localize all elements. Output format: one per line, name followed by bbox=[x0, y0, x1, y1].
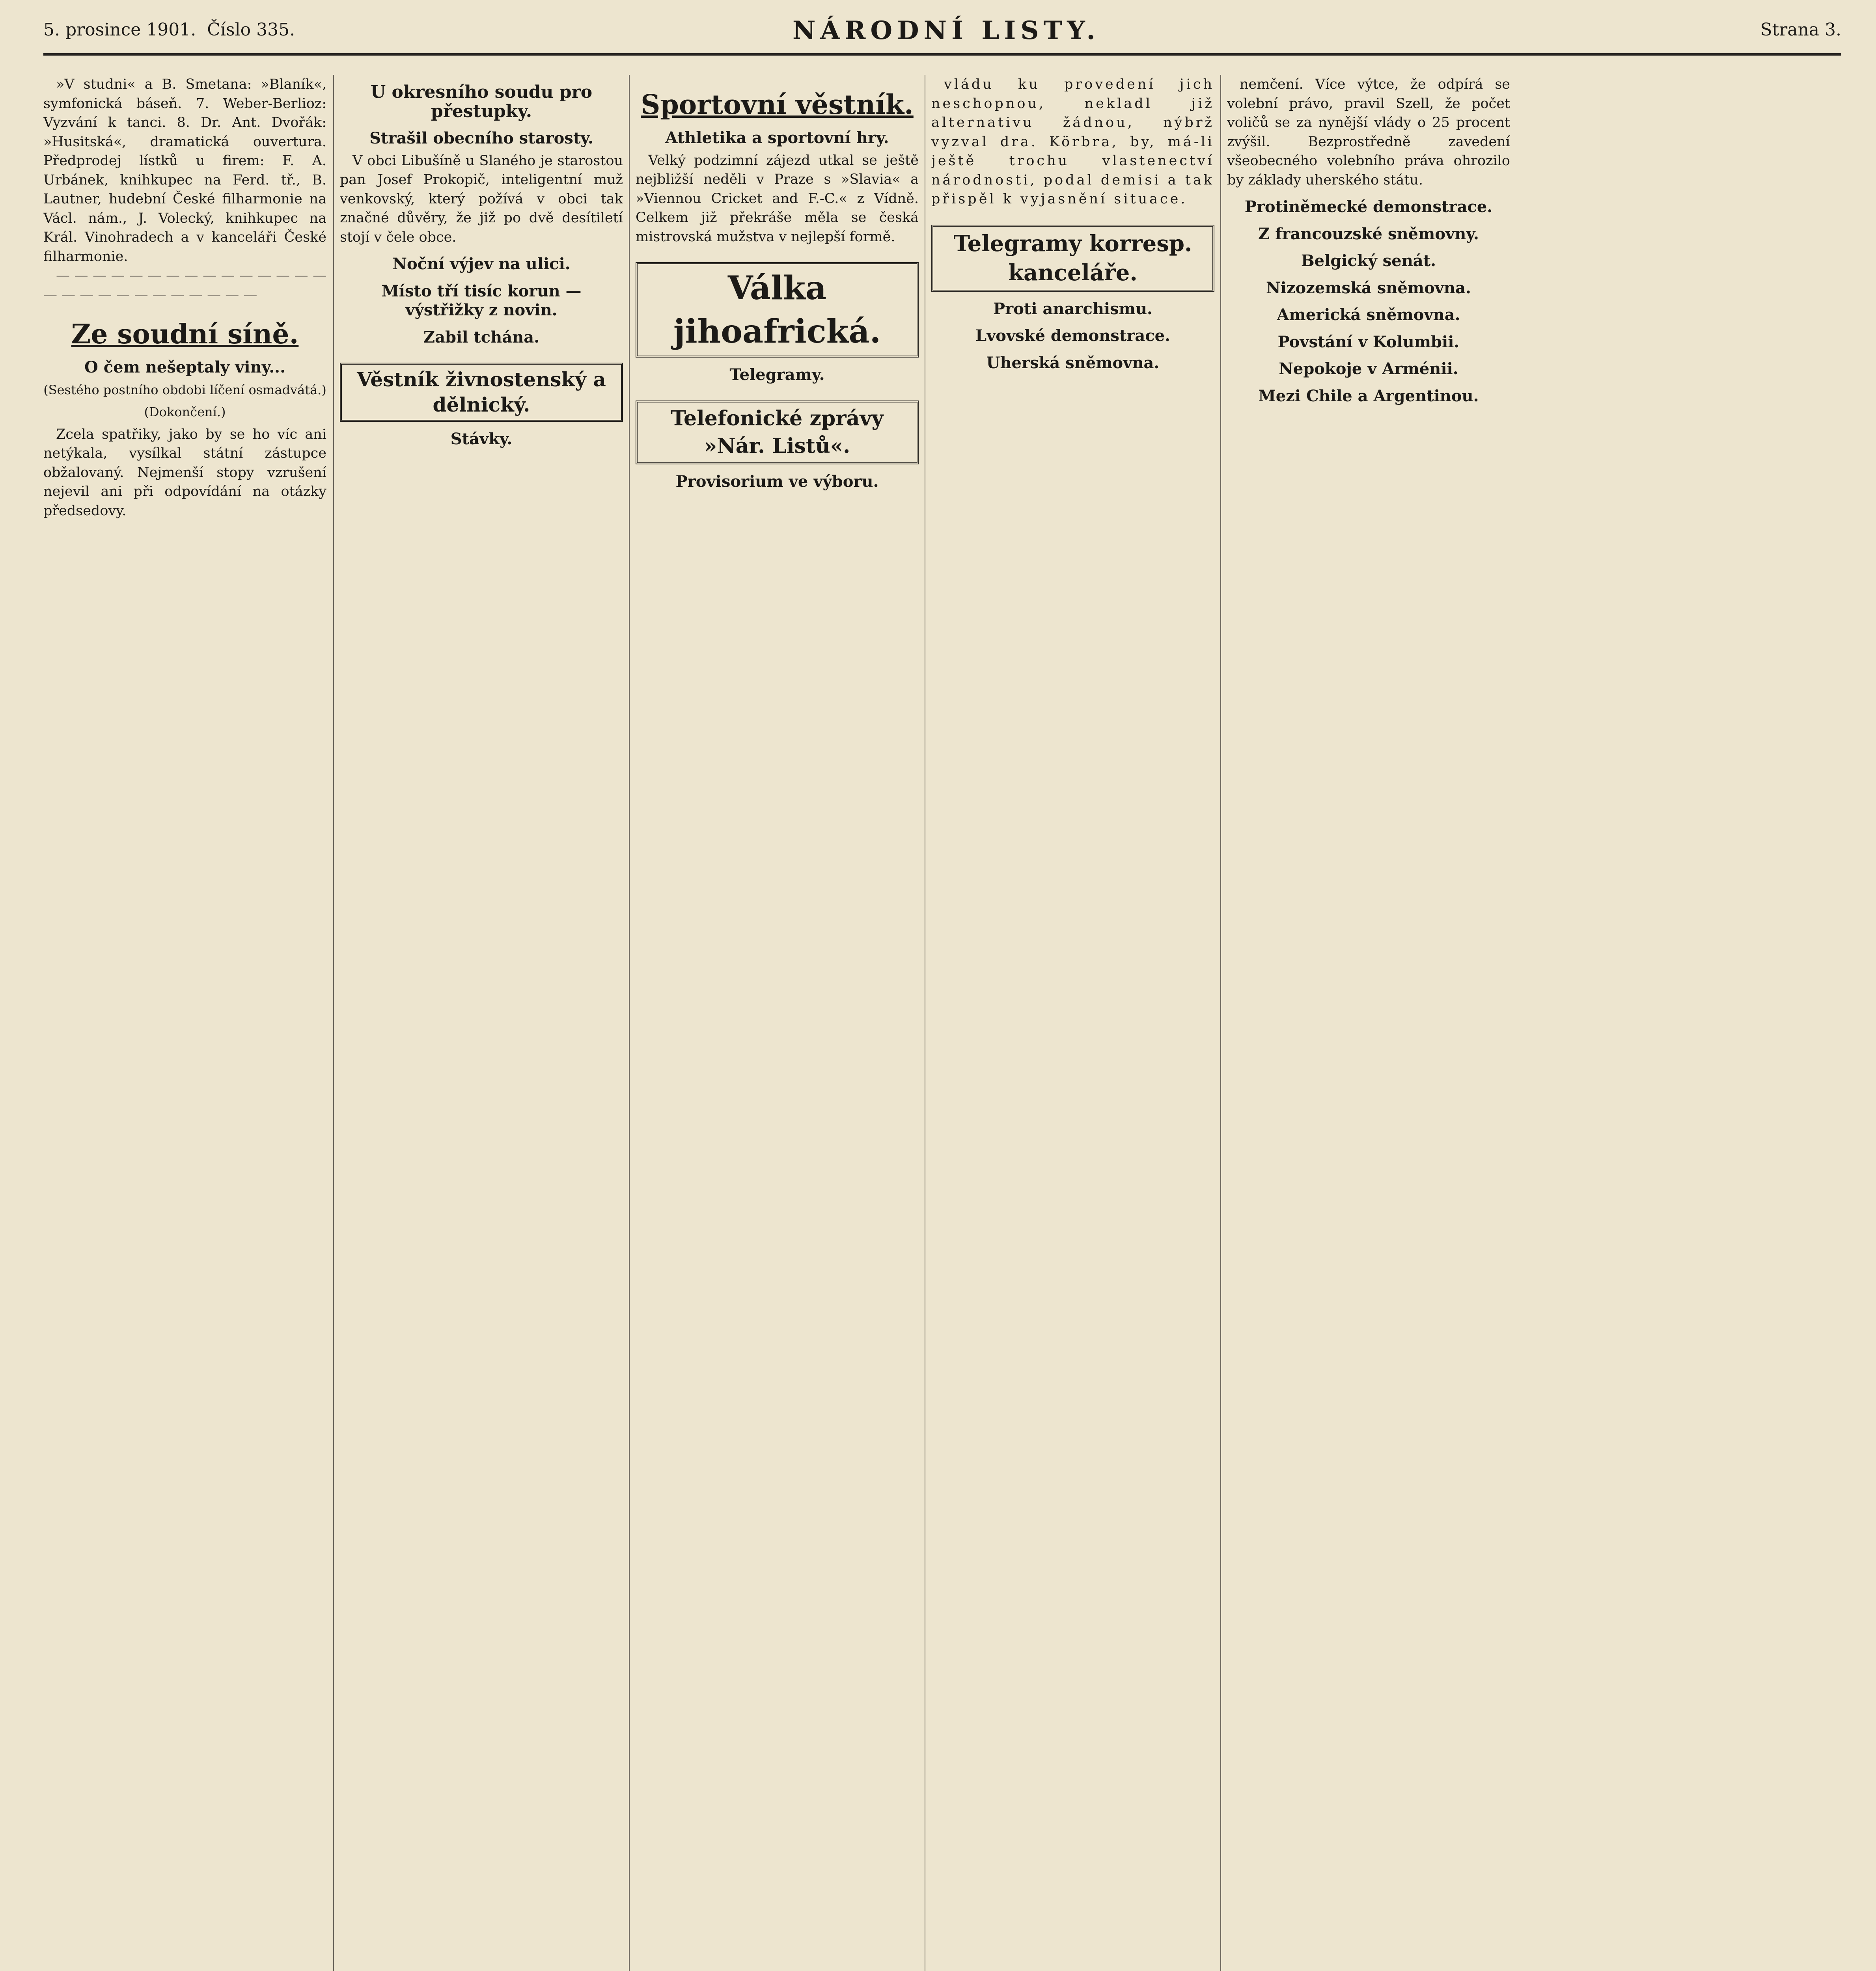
section-heading-sport: Sportovní věstník. bbox=[641, 89, 914, 121]
subheading: Z francouzské sněmovny. bbox=[1258, 224, 1479, 243]
column-rule bbox=[1220, 75, 1221, 1971]
subheading: Protiněmecké demonstrace. bbox=[1244, 197, 1493, 216]
subheading: Belgický senát. bbox=[1301, 251, 1436, 270]
article-title-night: Noční výjev na ulici. bbox=[392, 255, 571, 273]
subheading: Nepokoje v Arménii. bbox=[1279, 360, 1458, 378]
article-paragraph: V obci Libušíně u Slaného je starostou pan Josef Prokopič, inteligentní muž venkovský, který požívá v obci tak značné důvěry, že již po dvě desítiletí stojí v čele obce. bbox=[340, 153, 623, 245]
article-paragraph: vládu ku provedení jich neschopnou, nekladl již alternativu žádnou, nýbrž vyzval dra. Körbra, by, má-li ještě trochu vlastenectví národnosti, podal demisi a tak přispěl k vyjasnění situace. bbox=[931, 76, 1214, 207]
war-box: Válka jihoafrická. bbox=[636, 262, 919, 358]
subheading: Mezi Chile a Argentinou. bbox=[1258, 386, 1479, 405]
article-paragraph: nemčení. Více výtce, že odpírá se volební právo, pravil Szell, že počet voličů se za nynější vlády o 25 procent zvýšil. Bezprostředně zavedení všeobecného volebního práva ohrozilo by základy uherského státu. bbox=[1227, 76, 1510, 188]
column-5 bbox=[1227, 75, 1834, 1971]
column-4 bbox=[931, 75, 1214, 1971]
article-continuation: (Dokončení.) bbox=[144, 404, 226, 419]
column-2 bbox=[340, 75, 623, 1971]
correspondence-box: Telegramy korresp. kanceláře. bbox=[931, 225, 1214, 292]
masthead: NÁRODNÍ LISTY. bbox=[793, 16, 1100, 45]
section-heading-court: Ze soudní síně. bbox=[71, 319, 299, 350]
article-title-strikes: Stávky. bbox=[450, 430, 513, 448]
subheading: Povstání v Kolumbii. bbox=[1277, 332, 1460, 351]
concert-paragraph: »V studni« a B. Smetana: »Blaník«, symfonická báseň. 7. Weber-Berlioz: Vyzvání k tanci. 8. Dr. Ant. Dvořák: »Husitská«, dramatická ouvertura. Předprodej lístků u firem: F. A. Urbánek, knihkupec na Ferd. tř., B. Lautner, hudební České filharmonie na Václ. nám., J. Volecký, knihkupec na Král. Vinohradech a v kanceláři České filharmonie. bbox=[43, 76, 326, 265]
trade-bulletin-box: Věstník živnostenský a dělnický. bbox=[340, 363, 623, 422]
article-title-killed: Zabil tchána. bbox=[423, 328, 540, 347]
section-heading-district-court: U okresního soudu pro přestupky. bbox=[370, 82, 593, 121]
header-date: 5. prosince 1901. Číslo 335. bbox=[43, 20, 295, 40]
newspaper-columns bbox=[43, 75, 1841, 1971]
column-1 bbox=[43, 75, 326, 1971]
article-paragraph: Velký podzimní zájezd utkal se ještě nejbližší neděli v Praze s »Slavia« a »Viennou Cricket and F.-C.« z Vídně. Celkem již překráše měla se česká mistrovská mužstva v nejlepší formě. bbox=[636, 152, 919, 245]
page-number: Strana 3. bbox=[1760, 20, 1841, 40]
article-title-provisorium: Provisorium ve výboru. bbox=[675, 472, 879, 491]
subheading: Americká sněmovna. bbox=[1277, 306, 1460, 324]
article-title-athletics: Athletika a sportovní hry. bbox=[665, 129, 889, 147]
article-title-clippings: Místo tří tisíc korun — výstřižky z novin. bbox=[381, 281, 582, 319]
page-header bbox=[43, 16, 1841, 56]
article-title: O čem nešeptaly viny... bbox=[84, 358, 285, 376]
article-title-lvov: Lvovské demonstrace. bbox=[975, 326, 1171, 345]
header-issue: Číslo 335. bbox=[207, 20, 295, 40]
subheading: Nizozemská sněmovna. bbox=[1266, 278, 1471, 297]
filler-text: — — — — — — — — — — — — — — — — — — — — — — — — — — — bbox=[43, 268, 326, 303]
telegrams-heading: Telegramy. bbox=[729, 365, 825, 384]
article-title-hungarian: Uherská sněmovna. bbox=[986, 353, 1160, 372]
column-rule bbox=[629, 75, 630, 1971]
column-3 bbox=[636, 75, 919, 1971]
article-title-anarchism: Proti anarchismu. bbox=[993, 299, 1152, 318]
phone-news-box: Telefonické zprávy »Nár. Listů«. bbox=[636, 401, 919, 464]
article-title-mayor: Strašil obecního starosty. bbox=[369, 129, 593, 147]
column-rule bbox=[333, 75, 334, 1971]
article-paragraph: Zcela spatřiky, jako by se ho víc ani netýkala, vysílkal státní zástupce obžalovaný. Nejmenší stopy vzrušení nejevil ani při odpovídání na otázky předsedovy. bbox=[43, 426, 326, 519]
article-subtitle: (Sestého postního obdobi líčení osmadvátá.) bbox=[43, 382, 326, 397]
